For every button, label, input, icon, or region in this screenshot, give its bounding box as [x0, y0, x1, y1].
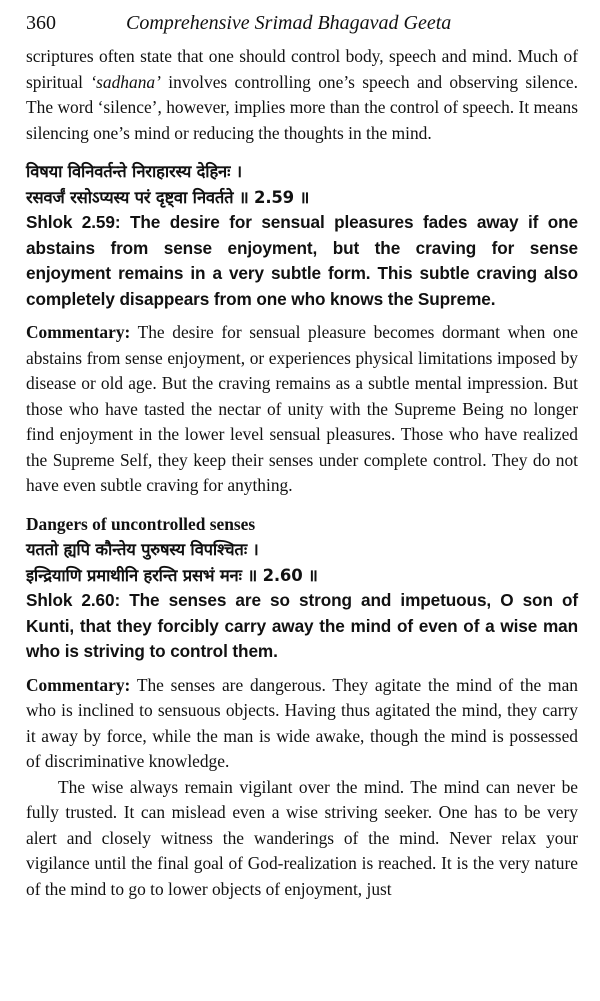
verse-2-59-line-2: रसवर्जं रसोऽप्यस्य परं दृष्ट्वा निवर्तते ॥ 2.59 ॥ — [26, 187, 310, 207]
intro-text-2: involves controlling one’s speech and observing silence. The word ‘silence’, however, implies more than the control of speech. It means silencing one’s mind or reducing the thoughts in the mind. — [26, 71, 578, 143]
intro-paragraph — [26, 44, 578, 146]
commentary-2-60 — [26, 673, 578, 775]
commentary-2-60-label: Commentary: — [26, 674, 131, 695]
commentary-2-59-text: The desire for sensual pleasure becomes dormant when one abstains from sense enjoyment, or experiences physical limitations imposed by disease or old age. But the craving remains as a subtle mental impression. But those who have tasted the nectar of unity with the Supreme Being no longer find enjoyment in the lower level sensual pleasures. Those who have realized the Supreme Self, they keep their senses under complete control. They do not have even subtle craving for anything. — [26, 322, 578, 495]
verse-2-60-line-1: यततो ह्यपि कौन्तेय पुरुषस्य विपश्चितः । — [26, 540, 259, 559]
commentary-2-59 — [26, 320, 578, 499]
page-number: 360 — [26, 12, 56, 34]
shlok-2-60-text: The senses are so strong and impetuous, O son of Kunti, that they forcibly carry away the mind of even of a wise man who is striving to control them. — [26, 590, 578, 661]
page-header — [26, 0, 578, 44]
shlok-2-59-text: The desire for sensual pleasures fades away if one abstains from sense enjoyment, but the craving for sense enjoyment remains in a very subtle form. This subtle craving also completely disappears from one who knows the Supreme. — [26, 212, 579, 309]
running-title: Comprehensive Srimad Bhagavad Geeta — [126, 12, 452, 34]
commentary-2-59-label: Commentary: — [26, 322, 131, 342]
shlok-2-60 — [26, 588, 578, 665]
commentary-2-60-text: The senses are dangerous. They agitate the mind of the man who is inclined to sensuous objects. Having thus agitated the mind, they carry it away by force, while the man is wide awake, though the mind is possessed of discriminative knowledge. — [26, 674, 578, 771]
shlok-2-60-label: Shlok 2.60: — [26, 590, 121, 610]
section-heading: Dangers of uncontrolled senses — [26, 513, 256, 534]
verse-2-60-line-2: इन्द्रियाणि प्रमाथीनि हरन्ति प्रसभं मनः ॥ 2.60 ॥ — [26, 565, 318, 585]
intro-emphasis: ‘sadhana’ — [90, 71, 161, 92]
shlok-2-59 — [26, 210, 578, 312]
intro-text-1: scriptures often state that one should control body, speech and mind. Much of spiritual — [26, 46, 578, 92]
closing-paragraph: The wise always remain vigilant over the mind. The mind can never be fully trusted. It can mislead even a wise striving seeker. One has to be very alert and closely witness the wanderings of the mind. Never relax your vigilance until the final goal of God-realization is reached. It is the very nature of the mind to go to lower objects of enjoyment, just — [26, 776, 578, 899]
verse-2-59-line-1: विषया विनिवर्तन्ते निराहारस्य देहिनः । — [26, 162, 242, 181]
shlok-2-59-label: Shlok 2.59: — [26, 212, 121, 232]
